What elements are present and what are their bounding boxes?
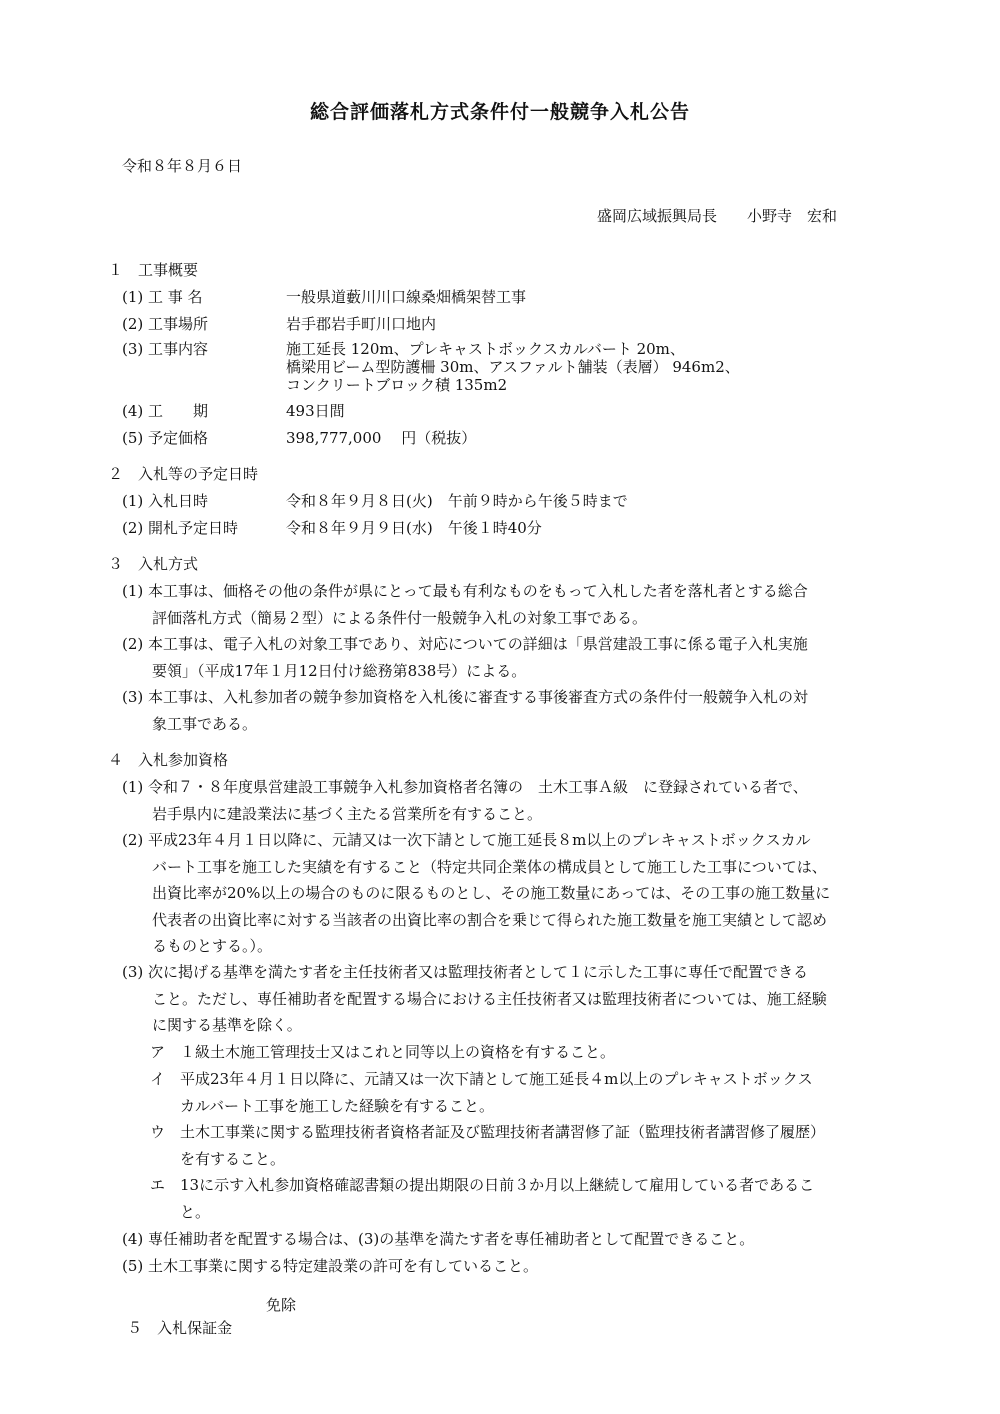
overview-label: (4) 工 期	[122, 402, 209, 420]
qualification-item: (3) 次に掲げる基準を満たす者を主任技術者又は監理技術者として１に示した工事に専任で配置できる こと。ただし、専任補助者を配置する場合における主任技術者又は監理技術者については、施工経験 に関する基準を除く。	[122, 963, 827, 1034]
issuer-name: 盛岡広域振興局長 小野寺 宏和	[597, 207, 838, 225]
bidding-method-item: (3) 本工事は、入札参加者の競争参加資格を入札後に審査する事後審査方式の条件付一般競争入札の対 象工事である。	[122, 688, 809, 733]
qualification-subitem: ウ 土木工事業に関する監理技術者資格者証及び監理技術者講習修了証（監理技術者講習修了履歴） を有すること。	[150, 1123, 826, 1168]
overview-value: 施工延長 120m、プレキャストボックスカルバート 20m、 橋梁用ビーム型防護柵 30m、アスファルト舗装（表層） 946m2、 コンクリートブロック積 135m2	[286, 340, 740, 394]
bid-deposit-row	[108, 1294, 297, 1384]
schedule-value: 令和８年９月９日(水) 午後１時40分	[286, 519, 542, 537]
qualification-item: (1) 令和７・８年度県営建設工事競争入札参加資格者名簿の 土木工事Ａ級 に登録されている者で、 岩手県内に建設業法に基づく主たる営業所を有すること。	[122, 778, 808, 823]
overview-value: 岩手郡岩手町川口地内	[286, 315, 437, 333]
bid-deposit-value: 免除	[266, 1296, 297, 1314]
qualification-subitem: イ 平成23年４月１日以降に、元請又は一次下請として施工延長４m以上のプレキャストボックス カルバート工事を施工した経験を有すること。	[150, 1070, 813, 1115]
qualification-item: (2) 平成23年４月１日以降に、元請又は一次下請として施工延長８m以上のプレキャストボックスカル バート工事を施工した実績を有すること（特定共同企業体の構成員として施工した工事については、 出資比率が20%以上の場合のものに限るものとし、その施工数量にあっては、その工事の施工数量に 代表者の出資比率に対する当該者の出資比率の割合を乗じて得られた施工数量を施工実績として認め るものとする。）。	[122, 831, 831, 955]
section-1-heading: １ 工事概要	[108, 261, 199, 279]
overview-value: 一般県道藪川川口線桑畑橋架替工事	[286, 288, 527, 306]
overview-value: 493日間	[286, 402, 345, 420]
qualification-subitem: エ 13に示す入札参加資格確認書類の提出期限の日前３か月以上継続して雇用している者であるこ と。	[150, 1176, 815, 1221]
notice-date: 令和８年８月６日	[122, 157, 243, 175]
overview-label: (1) 工 事 名	[122, 288, 203, 306]
qualification-item: (5) 土木工事業に関する特定建設業の許可を有していること。	[122, 1257, 539, 1275]
section-4-heading: ４ 入札参加資格	[108, 751, 229, 769]
qualification-subitem: ア １級土木施工管理技士又はこれと同等以上の資格を有すること。	[150, 1043, 616, 1061]
section-2-heading: ２ 入札等の予定日時	[108, 465, 259, 483]
schedule-label: (2) 開札予定日時	[122, 519, 239, 537]
document-title: 総合評価落札方式条件付一般競争入札公告	[309, 101, 690, 123]
section-5-heading: ５ 入札保証金	[127, 1318, 233, 1337]
schedule-value: 令和８年９月８日(火) 午前９時から午後５時まで	[286, 492, 628, 510]
overview-value: 398,777,000 円（税抜）	[286, 429, 477, 447]
overview-label: (5) 予定価格	[122, 429, 209, 447]
qualification-item: (4) 専任補助者を配置する場合は、(3)の基準を満たす者を専任補助者として配置できること。	[122, 1230, 755, 1248]
schedule-label: (1) 入札日時	[122, 492, 209, 510]
bidding-method-item: (2) 本工事は、電子入札の対象工事であり、対応についての詳細は「県営建設工事に係る電子入札実施 要領」（平成17年１月12日付け総務第838号）による。	[122, 635, 808, 680]
bidding-method-item: (1) 本工事は、価格その他の条件が県にとって最も有利なものをもって入札した者を落札者とする総合 評価落札方式（簡易２型）による条件付一般競争入札の対象工事である。	[122, 582, 808, 627]
section-3-heading: ３ 入札方式	[108, 555, 199, 573]
overview-label: (2) 工事場所	[122, 315, 209, 333]
overview-label: (3) 工事内容	[122, 340, 209, 358]
